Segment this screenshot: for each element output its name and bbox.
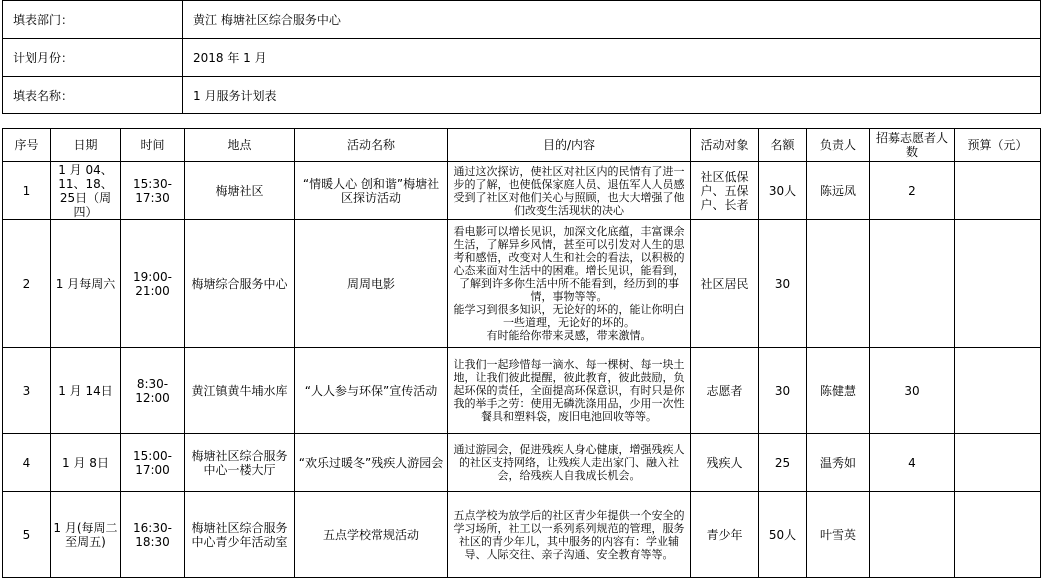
cell-content [448, 434, 691, 492]
cell-place: 梅塘社区 [185, 162, 295, 220]
cell-quota: 30 [759, 348, 807, 434]
cell-activity-name: “情暖人心 创和谐”梅塘社区探访活动 [295, 162, 448, 220]
cell-place: 梅塘综合服务中心 [185, 220, 295, 348]
cell-target: 残疾人 [691, 434, 759, 492]
cell-no: 3 [3, 348, 51, 434]
info-row-month [3, 39, 1041, 77]
form-info-table [2, 0, 1041, 114]
cell-content [448, 162, 691, 220]
cell-target: 志愿者 [691, 348, 759, 434]
cell-activity-name: 周周电影 [295, 220, 448, 348]
header-date: 日期 [51, 129, 121, 162]
header-time: 时间 [121, 129, 185, 162]
cell-leader [807, 220, 870, 348]
table-row [3, 434, 1041, 492]
cell-date: 1 月(每周二至周五) [51, 492, 121, 578]
info-value: 2018 年 1 月 [183, 39, 1041, 77]
header-activity-name: 活动名称 [295, 129, 448, 162]
cell-content [448, 220, 691, 348]
header-target: 活动对象 [691, 129, 759, 162]
cell-target: 社区低保户、五保户、长者 [691, 162, 759, 220]
cell-target: 社区居民 [691, 220, 759, 348]
cell-volunteers: 2 [870, 162, 955, 220]
table-row [3, 348, 1041, 434]
table-row [3, 492, 1041, 578]
cell-budget [955, 220, 1041, 348]
cell-budget [955, 492, 1041, 578]
cell-date: 1 月每周六 [51, 220, 121, 348]
table-header-row [3, 129, 1041, 162]
cell-time: 16:30-18:30 [121, 492, 185, 578]
cell-leader: 陈远凤 [807, 162, 870, 220]
cell-leader: 叶雪英 [807, 492, 870, 578]
header-budget: 预算（元） [955, 129, 1041, 162]
cell-quota: 30人 [759, 162, 807, 220]
cell-activity-name: “人人参与环保”宣传活动 [295, 348, 448, 434]
header-place: 地点 [185, 129, 295, 162]
cell-budget [955, 434, 1041, 492]
cell-place: 黄江镇黄牛埔水库 [185, 348, 295, 434]
content-text: 五点学校为放学后的社区青少年提供一个安全的学习场所，社工以一系列系列规范的管理，服务社区的青少年儿，其中服务的内容有：学业辅导、人际交往、亲子沟通、安全教育等等。 [453, 508, 685, 561]
table-row [3, 220, 1041, 348]
header-volunteers: 招募志愿者人数 [870, 129, 955, 162]
info-value: 1 月服务计划表 [183, 77, 1041, 114]
cell-budget [955, 162, 1041, 220]
cell-budget [955, 348, 1041, 434]
cell-target: 青少年 [691, 492, 759, 578]
info-label: 计划月份： [3, 39, 183, 77]
cell-leader: 陈健慧 [807, 348, 870, 434]
table-row [3, 162, 1041, 220]
cell-activity-name: 五点学校常规活动 [295, 492, 448, 578]
service-plan-table [2, 128, 1041, 578]
cell-date: 1 月 14日 [51, 348, 121, 434]
cell-no: 5 [3, 492, 51, 578]
cell-volunteers: 30 [870, 348, 955, 434]
cell-time: 15:00-17:00 [121, 434, 185, 492]
cell-date: 1 月 04、11、18、25日（周四） [51, 162, 121, 220]
content-text: 让我们一起珍惜每一滴水、每一棵树、每一块土地，让我们彼此提醒，彼此教育，彼此鼓励，负起环保的责任，全面提高环保意识，有时只是你我的举手之劳：使用无磷洗涤用品，少用一次性餐具和塑料袋，废旧电池回收等等。 [453, 358, 685, 423]
cell-time: 15:30-17:30 [121, 162, 185, 220]
cell-place: 梅塘社区综合服务中心青少年活动室 [185, 492, 295, 578]
cell-no: 4 [3, 434, 51, 492]
cell-place: 梅塘社区综合服务中心一楼大厅 [185, 434, 295, 492]
cell-quota: 50人 [759, 492, 807, 578]
info-row-form-name [3, 77, 1041, 114]
cell-volunteers: 4 [870, 434, 955, 492]
info-value: 黄江 梅塘社区综合服务中心 [183, 1, 1041, 39]
cell-time: 19:00-21:00 [121, 220, 185, 348]
cell-time: 8:30-12:00 [121, 348, 185, 434]
content-text: 通过这次探访，使社区对社区内的民情有了进一步的了解，也使低保家庭人员、退伍军人人员感受到了社区对他们关心与照顾，也大大增强了他们改变生活现状的决心 [453, 164, 685, 217]
header-content: 目的/内容 [448, 129, 691, 162]
cell-leader: 温秀如 [807, 434, 870, 492]
info-row-department [3, 1, 1041, 39]
cell-content [448, 348, 691, 434]
header-leader: 负责人 [807, 129, 870, 162]
cell-quota: 25 [759, 434, 807, 492]
cell-quota: 30 [759, 220, 807, 348]
cell-no: 1 [3, 162, 51, 220]
cell-volunteers [870, 220, 955, 348]
content-text: 看电影可以增长见识，加深文化底蕴，丰富课余生活，了解异乡风情，甚至可以引发对人生的思考和感悟，改变对人生和社会的看法，以积极的心态来面对生活中的困难。增长见识，能看到，了解到许多你生活中所不能看到，经历到的事情，事物等等。 能学习到很多知识，无论好的坏的，能让你明白一些道理，无论好的坏的。 有时能给你带来灵感，带来激情。 [453, 225, 685, 342]
cell-activity-name: “欢乐过暖冬”残疾人游园会 [295, 434, 448, 492]
cell-volunteers [870, 492, 955, 578]
content-text: 通过游园会，促进残疾人身心健康，增强残疾人的社区支持网络，让残疾人走出家门、融入社会，给残疾人自我成长机会。 [453, 443, 685, 482]
info-label: 填表部门： [3, 1, 183, 39]
header-quota: 名额 [759, 129, 807, 162]
info-label: 填表名称： [3, 77, 183, 114]
cell-date: 1 月 8日 [51, 434, 121, 492]
cell-no: 2 [3, 220, 51, 348]
cell-content [448, 492, 691, 578]
header-no: 序号 [3, 129, 51, 162]
